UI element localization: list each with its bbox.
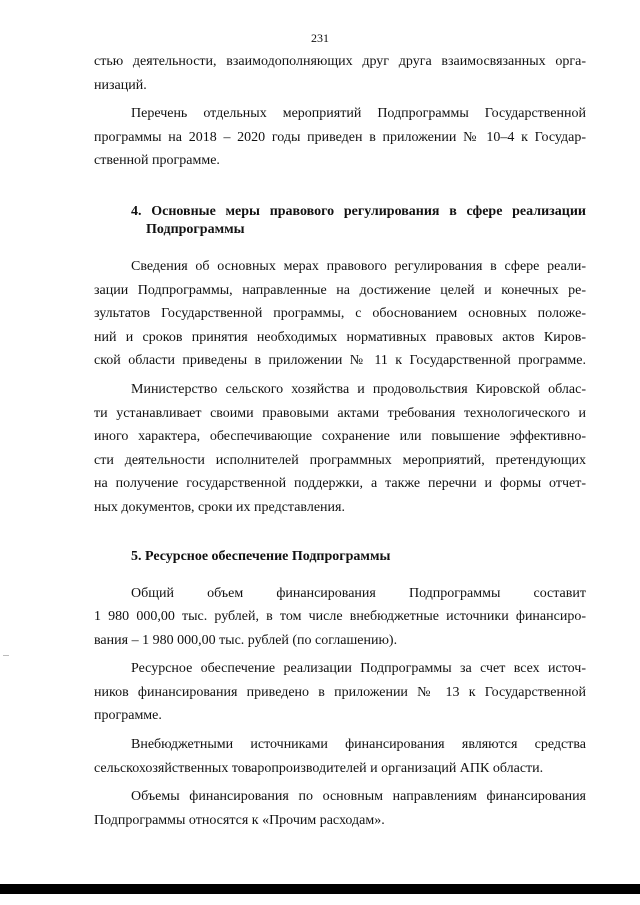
text-line: ников финансирования приведено в приложении № 13 к Государственной bbox=[94, 684, 586, 700]
scan-artifact bbox=[3, 655, 9, 656]
text-line: иного характера, обеспечивающие сохранение или повышение эффективно- bbox=[94, 429, 586, 445]
bottom-scan-bar bbox=[0, 884, 640, 894]
paragraph-funding-total bbox=[94, 582, 586, 653]
document-body bbox=[94, 50, 586, 832]
paragraph-extrabudgetary bbox=[94, 733, 586, 780]
paragraph-other-expenses bbox=[94, 785, 586, 832]
paragraph-resource-provision bbox=[94, 657, 586, 728]
text-line: Перечень отдельных мероприятий Подпрограммы Государственной bbox=[131, 106, 586, 122]
text-line: вания – 1 980 000,00 тыс. рублей (по соглашению). bbox=[94, 632, 398, 648]
heading-line: 4. Основные меры правового регулирования в сфере реализации bbox=[131, 203, 586, 219]
section-heading-4 bbox=[94, 203, 586, 239]
text-line: Сведения об основных мерах правового регулирования в сфере реали- bbox=[131, 258, 586, 274]
text-line: Объемы финансирования по основным направлениям финансирования bbox=[131, 789, 586, 805]
text-line: ти устанавливает своими правовыми актами требования технологического и bbox=[94, 405, 586, 421]
text-line: программы на 2018 – 2020 годы приведен в приложении № 10–4 к Государ- bbox=[94, 129, 586, 145]
text-line: низаций. bbox=[94, 77, 147, 93]
section-heading-5: 5. Ресурсное обеспечение Подпрограммы bbox=[131, 548, 391, 564]
text-line: программе. bbox=[94, 708, 162, 724]
paragraph-ministry bbox=[94, 378, 586, 520]
text-line: сти деятельности исполнителей программных мероприятий, претендующих bbox=[94, 452, 586, 468]
text-line: на получение государственной поддержки, а также перечни и формы отчет- bbox=[94, 476, 586, 492]
text-line: Общий объем финансирования Подпрограммы составит bbox=[131, 585, 586, 601]
text-line: ственной программе. bbox=[94, 153, 220, 169]
text-line: зультатов Государственной программы, с обоснованием основных положе- bbox=[94, 306, 586, 322]
text-line: стью деятельности, взаимодополняющих друг друга взаимосвязанных орга- bbox=[94, 54, 586, 69]
text-line: 1 980 000,00 тыс. рублей, в том числе внебюджетные источники финансиро- bbox=[94, 609, 586, 625]
text-line: зации Подпрограммы, направленные на достижение целей и конечных ре- bbox=[94, 282, 586, 298]
paragraph-regulation-info bbox=[94, 255, 586, 373]
text-line: Внебюджетными источниками финансирования являются средства bbox=[131, 737, 586, 753]
text-line: Подпрограммы относятся к «Прочим расходам». bbox=[94, 812, 385, 828]
text-line: сельскохозяйственных товаропроизводителей и организаций АПК области. bbox=[94, 760, 544, 776]
text-line: ний и сроков принятия необходимых нормативных правовых актов Киров- bbox=[94, 329, 586, 345]
paragraph-events-list bbox=[94, 102, 586, 173]
text-line: ской области приведены в приложении № 11 к Государственной программе. bbox=[94, 353, 586, 369]
heading-line: Подпрограммы bbox=[146, 221, 245, 237]
text-line: Министерство сельского хозяйства и продовольствия Кировской облас- bbox=[131, 381, 586, 397]
page-number: 231 bbox=[311, 31, 329, 45]
paragraph-continuation bbox=[94, 50, 586, 97]
text-line: Ресурсное обеспечение реализации Подпрограммы за счет всех источ- bbox=[131, 661, 586, 677]
text-line: ных документов, сроки их представления. bbox=[94, 499, 345, 515]
